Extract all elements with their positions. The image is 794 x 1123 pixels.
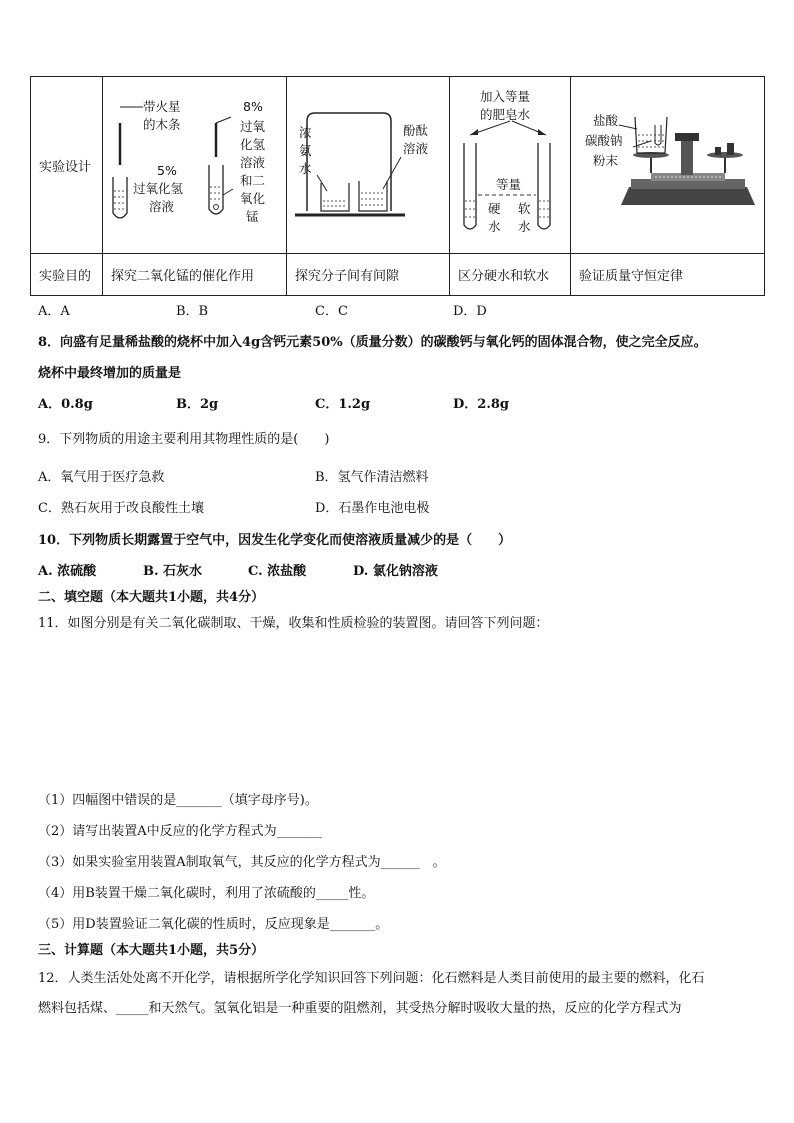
q9-option-d: D．石墨作电池电极 [315, 501, 430, 516]
figure-c-cell [450, 77, 571, 254]
right-label-4: 和二 [240, 173, 266, 188]
q8-option-b: B．2g [176, 397, 219, 412]
purpose-d: 验证质量守恒定律 [571, 254, 765, 296]
figure-d-cell [571, 77, 765, 254]
q9-option-a: A．氧气用于医疗急救 [38, 470, 165, 485]
q8-option-a: A．0.8g [38, 397, 93, 412]
q9-stem: 9．下列物质的用途主要利用其物理性质的是( ) [38, 432, 330, 447]
soft-water-label-2: 水 [518, 219, 531, 234]
q10-option-a: A. 浓硫酸 [38, 564, 97, 579]
hard-water-label-1: 硬 [488, 201, 501, 216]
q8-stem-line2: 烧杯中最终增加的质量是 [38, 366, 182, 381]
purpose-a: 探究二氧化锰的催化作用 [103, 254, 287, 296]
q8-stem-line1: 8．向盛有足量稀盐酸的烧杯中加入4g含钙元素50%（质量分数）的碳酸钙与氧化钙的固体混合物，使之完全反应。 [38, 335, 707, 350]
q11-part-4: （4）用B装置干燥二氧化碳时，利用了浓硫酸的_____性。 [38, 886, 375, 901]
ammonia-label-3: 水 [299, 161, 312, 176]
q7-option-a: A．A [38, 304, 70, 319]
purpose-row [31, 254, 765, 296]
q10-option-d: D. 氯化钠溶液 [353, 564, 438, 579]
q9-option-c: C．熟石灰用于改良酸性土壤 [38, 501, 204, 516]
stick-label-2: 的木条 [143, 117, 181, 132]
acid-label: 盐酸 [593, 113, 619, 128]
q12-line2: 燃料包括煤、_____和天然气。氢氧化铝是一种重要的阻燃剂，其受热分解时吸收大量的热，反应的化学方程式为 [38, 1001, 682, 1016]
section-3-heading: 三、计算题（本大题共1小题，共5分） [38, 943, 265, 958]
right-label-2: 化氢 [240, 137, 266, 152]
soft-water-label-1: 软 [518, 201, 531, 216]
ammonia-label-1: 浓 [299, 125, 312, 140]
figure-a-cell [103, 77, 287, 254]
q12-line1: 12．人类生活处处离不开化学，请根据所学化学知识回答下列问题：化石燃料是人类目前使用的最主要的燃料，化石 [38, 971, 705, 986]
left-solution-label-1: 过氧化氢 [133, 181, 184, 196]
left-solution-pct: 5% [157, 163, 177, 178]
right-label-6: 锰 [246, 209, 259, 224]
carbonate-label-1: 碳酸钠 [585, 133, 623, 148]
purpose-row-label: 实验目的 [31, 254, 103, 296]
carbonate-label-2: 粉末 [593, 153, 619, 168]
q7-option-d: D．D [453, 304, 487, 319]
q10-stem: 10．下列物质长期露置于空气中，因发生化学变化而使溶液质量减少的是（ ） [38, 533, 512, 548]
soap-label-2: 的肥皂水 [480, 107, 531, 122]
figure-b [287, 77, 449, 253]
experiment-table [30, 76, 765, 296]
q9-option-b: B．氢气作清洁燃料 [315, 470, 429, 485]
phenolphthalein-label-1: 酚酞 [403, 123, 429, 138]
figure-c [450, 77, 570, 253]
purpose-b: 探究分子间有间隙 [287, 254, 450, 296]
q7-option-b: B．B [176, 304, 209, 319]
hard-water-label-2: 水 [488, 219, 501, 234]
q11-part-3: （3）如果实验室用装置A制取氧气，其反应的化学方程式为______ 。 [38, 855, 446, 870]
section-2-heading: 二、填空题（本大题共1小题，共4分） [38, 590, 265, 605]
figure-d [571, 77, 764, 253]
equal-amount-label: 等量 [496, 177, 522, 192]
design-row-label: 实验设计 [31, 77, 103, 254]
q10-option-c: C. 浓盐酸 [248, 564, 307, 579]
design-row [31, 77, 765, 254]
q10-option-b: B. 石灰水 [143, 564, 203, 579]
purpose-c: 区分硬水和软水 [450, 254, 571, 296]
right-label-3: 溶液 [240, 155, 266, 170]
soap-label-1: 加入等量 [480, 89, 531, 104]
q7-option-c: C．C [315, 304, 348, 319]
figure-b-cell [287, 77, 450, 254]
right-label-1: 过氧 [240, 119, 266, 134]
q11-stem: 11．如图分别是有关二氧化碳制取、干燥，收集和性质检验的装置图。请回答下列问题： [38, 616, 549, 631]
q11-part-1: （1）四幅图中错误的是_______（填字母序号)。 [38, 793, 318, 808]
q8-option-d: D．2.8g [453, 397, 509, 412]
q8-option-c: C．1.2g [315, 397, 371, 412]
phenolphthalein-label-2: 溶液 [403, 141, 429, 156]
stick-label-1: 带火星 [143, 99, 181, 114]
figure-a [103, 77, 286, 253]
right-label-5: 氧化 [240, 191, 266, 206]
ammonia-label-2: 氨 [299, 143, 312, 158]
left-solution-label-2: 溶液 [149, 199, 175, 214]
q11-part-5: （5）用D装置验证二氧化碳的性质时，反应现象是_______。 [38, 917, 389, 932]
right-pct: 8% [243, 99, 263, 114]
q11-part-2: （2）请写出装置A中反应的化学方程式为_______ [38, 824, 323, 839]
